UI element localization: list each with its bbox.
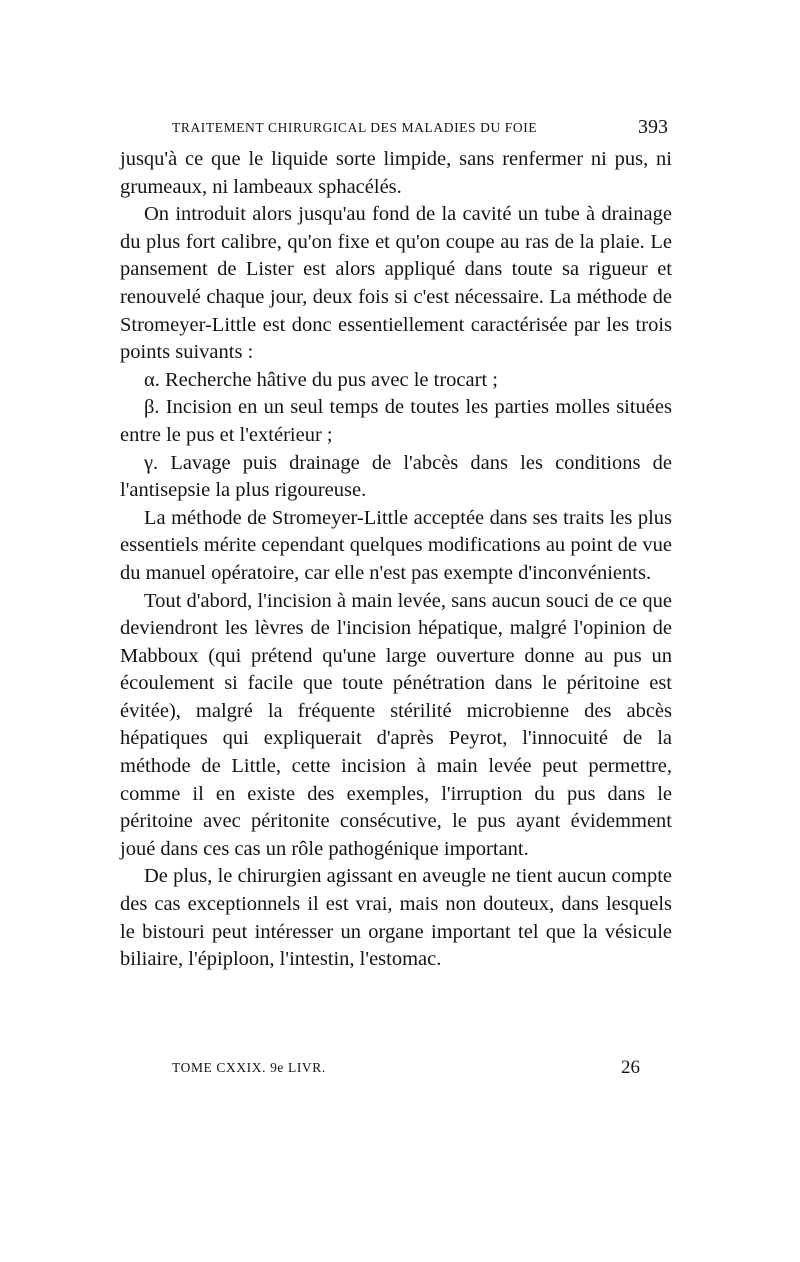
page-number: 393 [638,116,668,138]
list-item-gamma: γ. Lavage puis drainage de l'abcès dans les conditions de l'antisepsie la plus rigoureuse. [120,451,672,502]
paragraph-modifications: La méthode de Stromeyer-Little acceptée dans ses traits les plus essentiels mérite cependant quelques modifications au point de vue du manuel opératoire, car elle n'est pas exempte d'inconvénients. [120,506,672,584]
running-title: TRAITEMENT CHIRURGICAL DES MALADIES DU FOIE [172,120,538,135]
list-item-alpha: α. Recherche hâtive du pus avec le trocart ; [144,368,498,391]
list-item-beta: β. Incision en un seul temps de toutes les parties molles situées entre le pus et l'extérieur ; [120,396,672,446]
paragraph-continuation: jusqu'à ce que le liquide sorte limpide, sans renfermer ni pus, ni grumeaux, ni lambeaux sphacélés. [120,148,672,198]
volume-signature: TOME CXXIX. 9e LIVR. [172,1060,326,1075]
running-head [172,116,668,140]
sheet-number: 26 [621,1057,640,1078]
paragraph-incision: Tout d'abord, l'incision à main levée, sans aucun souci de ce que deviendront les lèvres de l'incision hépatique, malgré l'opinion de Mabboux (qui prétend qu'une large ouverture donne au pus un écoulement si facile que toute pénétration dans le péritoine est évitée), malgré la fréquente stérilité microbienne des abcès hépatiques qui expliquerait d'après Peyrot, l'innocuité de la méthode de Little, cette incision à main levée peut permettre, comme il en existe des exemples, l'irruption du pus dans le péritoine avec péritonite consécutive, le pus ayant évidemment joué dans ces cas un rôle pathogénique important. [120,589,672,860]
body-text [120,146,672,974]
paragraph-method-description: On introduit alors jusqu'au fond de la cavité un tube à drainage du plus fort calibre, qu'on fixe et qu'on coupe au ras de la plaie. Le pansement de Lister est alors appliqué dans toute sa rigueur et renouvelé chaque jour, deux fois si c'est nécessaire. La méthode de Stromeyer-Little est donc essentiellement caractérisée par les trois points suivants : [120,203,672,364]
page-footer [172,1057,640,1081]
paragraph-surgeon: De plus, le chirurgien agissant en aveugle ne tient aucun compte des cas exceptionnels il est vrai, mais non douteux, dans lesquels le bistouri peut intéresser un organe important tel que la vésicule biliaire, l'épiploon, l'intestin, l'estomac. [120,865,672,971]
